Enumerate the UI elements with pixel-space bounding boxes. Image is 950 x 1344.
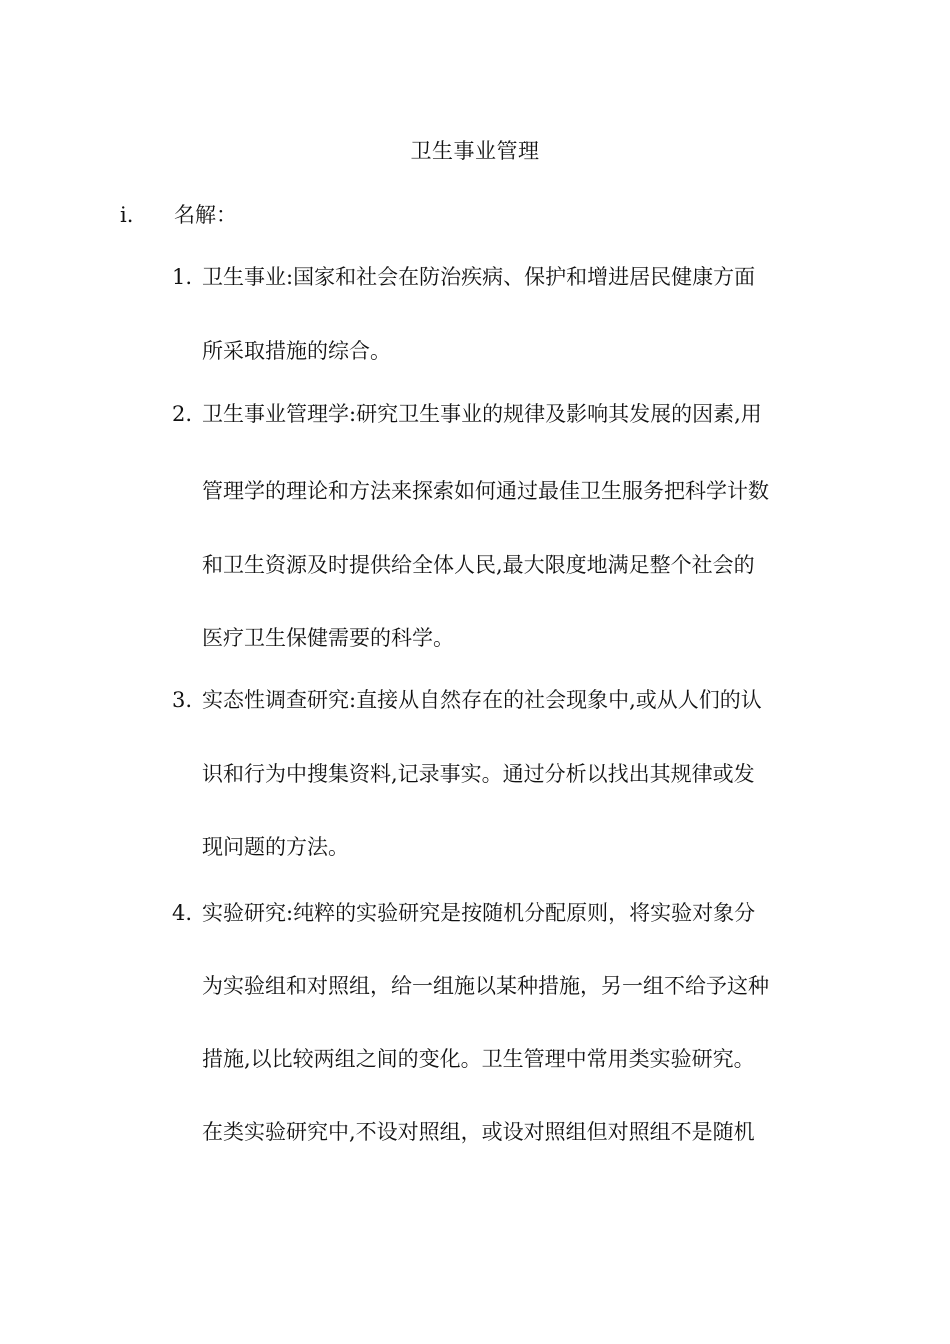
definition-line: 现问题的方法。: [202, 835, 349, 859]
item-number: 1.: [172, 265, 193, 289]
definition-line: [172, 898, 755, 928]
definition-line: 措施,以比较两组之间的变化。卫生管理中常用类实验研究。: [202, 1047, 755, 1071]
item-number: 2.: [172, 402, 193, 426]
item-number: 4.: [172, 901, 193, 925]
definition-line: 所采取措施的综合。: [202, 339, 391, 363]
definition-line: [172, 685, 762, 715]
definition-line: 和卫生资源及时提供给全体人民,最大限度地满足整个社会的: [202, 553, 755, 577]
section-marker: i.: [120, 203, 134, 227]
line-text: 卫生事业管理学:研究卫生事业的规律及影响其发展的因素,用: [202, 402, 762, 426]
section-heading-text: 名解：: [174, 203, 237, 227]
line-text: 实验研究:纯粹的实验研究是按随机分配原则，将实验对象分: [202, 901, 756, 925]
item-number: 3.: [172, 688, 193, 712]
document-title: 卫生事业管理: [410, 139, 540, 163]
line-text: 卫生事业:国家和社会在防治疾病、保护和增进居民健康方面: [202, 265, 756, 289]
definition-line: [172, 399, 762, 429]
definition-line: [172, 262, 755, 292]
definition-line: 识和行为中搜集资料,记录事实。通过分析以找出其规律或发: [202, 762, 755, 786]
definition-line: 医疗卫生保健需要的科学。: [202, 626, 454, 650]
definition-line: 管理学的理论和方法来探索如何通过最佳卫生服务把科学计数: [202, 479, 769, 503]
definition-line: 在类实验研究中,不设对照组，或设对照组但对照组不是随机: [202, 1120, 755, 1144]
definition-line: 为实验组和对照组，给一组施以某种措施，另一组不给予这种: [202, 974, 769, 998]
line-text: 实态性调查研究:直接从自然存在的社会现象中,或从人们的认: [202, 688, 762, 712]
section-heading: [120, 200, 237, 230]
